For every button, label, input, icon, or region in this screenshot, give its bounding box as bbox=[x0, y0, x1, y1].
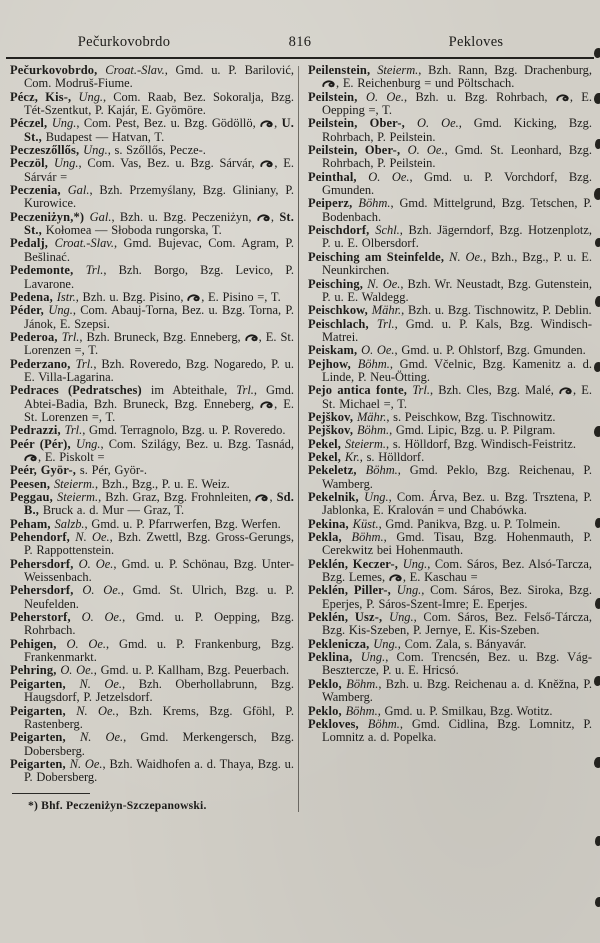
entry-region: Gal. bbox=[89, 209, 112, 224]
footnote-rule bbox=[12, 793, 90, 794]
gazetteer-entry bbox=[10, 758, 294, 785]
entry-headword: Pederzano, bbox=[10, 356, 76, 371]
scan-speck bbox=[595, 598, 600, 609]
gazetteer-entry bbox=[308, 278, 592, 305]
entry-text: , Com. Sáros, Bez. Siroka, Bzg. Eperjes, P. Sáros-Szent-Imre; E. Eperjes. bbox=[322, 583, 592, 611]
entry-region: Croat.-Slav. bbox=[105, 63, 165, 77]
entry-region: O. Oe. bbox=[366, 89, 405, 104]
entry-headword: Pehendorf, bbox=[10, 530, 76, 545]
entry-region: N. Oe. bbox=[69, 756, 103, 771]
entry-text: , Bzh. Jägerndorf, Bzg. Hotzenplotz, P. u. E. Olbersdorf. bbox=[322, 223, 592, 251]
entry-text: , Gmd. Tisau, Bzg. Hohenmauth, P. Cerekwitz bei Hohenmauth. bbox=[322, 530, 592, 558]
gazetteer-entry bbox=[10, 638, 294, 665]
entry-text: Budapest — Hatvan, T. bbox=[45, 129, 165, 144]
entry-headword: Pedrazzi, bbox=[10, 423, 65, 438]
entry-text: , Com. Abauj-Torna, Bez. u. Bzg. Torna, P. Jánok, E. Szepsi. bbox=[24, 303, 295, 331]
entry-text: , Bzh. Wr. Neustadt, Bzg. Gutenstein, P. u. E. Waldegg. bbox=[322, 276, 593, 304]
entry-region: Ung. bbox=[53, 156, 79, 171]
gazetteer-entry bbox=[308, 64, 592, 91]
right-column bbox=[308, 64, 592, 812]
entry-text: , Gmd. Terragnolo, Bzg. u. P. Roveredo. bbox=[82, 423, 286, 438]
page-header bbox=[0, 0, 600, 55]
gazetteer-entry bbox=[308, 451, 592, 464]
entry-region: Croat.-Slav. bbox=[54, 236, 115, 251]
gazetteer-entry bbox=[308, 384, 592, 411]
entry-headword: Peilenstein, bbox=[308, 63, 378, 77]
post-horn-icon bbox=[257, 213, 271, 222]
entry-text: , Gmd. Bujevac, Com. Agram, P. Bešlinać. bbox=[24, 236, 295, 264]
entry-region: Trl. bbox=[64, 423, 83, 438]
entry-region: N. Oe. bbox=[76, 703, 116, 718]
entry-text: , Gmd. u. P. Pfarrwerfen, Bzg. Werfen. bbox=[84, 516, 281, 531]
entry-headword: Peczöl, bbox=[10, 156, 54, 171]
entry-region: N. Oe. bbox=[367, 276, 401, 291]
gazetteer-entry bbox=[10, 478, 294, 491]
scan-speck bbox=[594, 757, 600, 768]
scan-speck bbox=[595, 897, 600, 907]
entry-region: Trl. bbox=[376, 316, 395, 331]
entry-headword: Peinthal, bbox=[308, 169, 369, 184]
entry-headword: Peigarten, bbox=[10, 730, 80, 745]
entry-headword: Peigarten, bbox=[10, 756, 70, 771]
entry-text: Bruck a. d. Mur — Graz, T. bbox=[42, 503, 185, 518]
entry-text: , E. Reichenburg = und Pöltschach. bbox=[336, 76, 515, 91]
entry-region: Ung. bbox=[373, 636, 398, 651]
gazetteer-entry bbox=[308, 611, 592, 638]
entry-region: Böhm. bbox=[356, 423, 390, 438]
entry-text: , Gmd. Včelnic, Bzg. Kamenitz a. d. Linde, P. Neu-Ötting. bbox=[322, 356, 592, 384]
entry-region: Böhm. bbox=[346, 676, 379, 691]
entry-text: , E. Sárvár = bbox=[24, 156, 294, 184]
entry-text: , bbox=[274, 116, 282, 131]
gazetteer-entry bbox=[10, 264, 294, 291]
entry-region: N. Oe. bbox=[80, 730, 124, 745]
entry-headword: Peklén, Piller-, bbox=[308, 583, 397, 598]
gazetteer-entry bbox=[10, 438, 294, 465]
gazetteer-entry bbox=[308, 438, 592, 451]
entry-text: , Gmd. u. P. Kallham, Bzg. Peuerbach. bbox=[93, 663, 290, 678]
entry-headword: U. St., bbox=[24, 116, 294, 144]
entry-region: O. Oe. bbox=[81, 610, 123, 625]
entry-text: Kołomea — Słoboda rungorska, T. bbox=[45, 223, 222, 238]
gazetteer-entry bbox=[308, 171, 592, 198]
entry-region: Trl. bbox=[236, 383, 254, 398]
footnote-text: *) Bhf. Peczeniżyn-Szczepanowski. bbox=[28, 798, 207, 812]
entry-text: , Com. Trencsén, Bez. u. Bzg. Vág-Besztercze, P. u. E. Hricsó. bbox=[322, 650, 592, 678]
entry-headword: Pejhow, bbox=[308, 356, 358, 371]
entry-headword: Peilstein, Ober-, bbox=[308, 143, 408, 158]
entry-headword: Peczeniżyn,*) bbox=[10, 209, 90, 224]
post-horn-icon bbox=[556, 93, 570, 102]
entry-headword: Péczel, bbox=[10, 116, 52, 131]
gazetteer-entry bbox=[308, 318, 592, 345]
entry-text: , Gmd. Merkengersch, Bzg. Dobersberg. bbox=[24, 730, 294, 758]
entry-region: Ung. bbox=[364, 490, 389, 504]
gazetteer-entry bbox=[10, 491, 294, 518]
entry-text: , Gmd. u. P. Vorchdorf, Bzg. Gmunden. bbox=[322, 169, 593, 198]
entry-region: Ung. bbox=[75, 436, 101, 451]
entry-text: , Bzh. Zwettl, Bzg. Gross-Gerungs, P. Rappottenstein. bbox=[24, 530, 294, 558]
entry-text: , Bzh. Oberhollabrunn, Bzg. Haugsdorf, P. Jetzelsdorf. bbox=[24, 676, 294, 705]
entry-region: Böhm. bbox=[351, 530, 384, 545]
gazetteer-entry bbox=[308, 144, 592, 171]
entry-text: , Bzh., Bzg., P. u. E. Weiz. bbox=[95, 476, 230, 491]
gazetteer-entry bbox=[10, 384, 294, 424]
entry-region: Böhm. bbox=[357, 356, 390, 371]
entry-region: Böhm. bbox=[367, 716, 400, 731]
entry-headword: Peigarten, bbox=[10, 676, 80, 691]
entry-text: , Gmd. St. Leonhard, Bzg. Rohrbach, P. Peilstein. bbox=[322, 143, 592, 171]
entry-text: , Bzh. Przemyślany, Bzg. Gliniany, P. Kurowice. bbox=[24, 183, 294, 211]
entry-text: , Com. Zala, s. Bányavár. bbox=[397, 636, 527, 651]
entry-headword: Pedalj, bbox=[10, 236, 55, 251]
entry-text: , Bzh. Cles, Bzg. Malé, bbox=[429, 383, 560, 398]
post-horn-icon bbox=[245, 333, 259, 342]
post-horn-icon bbox=[260, 400, 274, 409]
entry-headword: Pehigen, bbox=[10, 636, 67, 651]
entry-headword: Pekelnik, bbox=[308, 490, 365, 504]
gazetteer-entry bbox=[308, 464, 592, 491]
entry-headword: St. St., bbox=[24, 209, 294, 238]
gazetteer-entry bbox=[10, 91, 294, 118]
entry-region: Steierm. bbox=[53, 476, 96, 491]
footnote bbox=[10, 793, 294, 812]
page-number: 816 bbox=[288, 34, 312, 50]
entry-text: , Com. Sáros, Bez. Alsó-Tarcza, Bzg. Lemes, bbox=[322, 556, 592, 585]
entry-headword: Peiskam, bbox=[308, 343, 362, 358]
entry-text: , Gmd. Cidlina, Bzg. Lomnitz, P. Lomnitz a. d. Popelka. bbox=[322, 716, 592, 745]
entry-text: , Bzh. Rann, Bzg. Drachenburg, bbox=[418, 63, 592, 77]
entry-region: Ung. bbox=[396, 583, 422, 598]
entry-region: Ung. bbox=[48, 303, 73, 318]
entry-text: , E. Pisino =, T. bbox=[201, 289, 281, 304]
gazetteer-entry bbox=[308, 718, 592, 745]
scan-speck bbox=[595, 139, 600, 149]
entry-text: s. Pér, Györ-. bbox=[79, 463, 148, 478]
gazetteer-entry bbox=[10, 611, 294, 638]
entry-text: , Bzh., Bzg., P. u. E. Neunkirchen. bbox=[322, 249, 592, 278]
gazetteer-entry bbox=[10, 558, 294, 585]
entry-headword: Pekel, bbox=[308, 436, 345, 451]
gazetteer-entry bbox=[10, 584, 294, 611]
entry-headword: Pécz, Kis-, bbox=[10, 89, 79, 104]
entry-headword: Pedena, bbox=[10, 289, 57, 304]
entry-region: Ung. bbox=[389, 610, 414, 625]
entry-region: Ung. bbox=[78, 89, 104, 104]
post-horn-icon bbox=[260, 159, 274, 168]
entry-text: , Bzh. Waidhofen a. d. Thaya, Bzg. u. P. Dobersberg. bbox=[24, 756, 294, 785]
gazetteer-entry bbox=[308, 518, 592, 531]
entry-text: , Bzh. Bruneck, Bzg. Enneberg, bbox=[79, 329, 245, 344]
scan-speck bbox=[595, 296, 600, 307]
entry-region: Steierm. bbox=[344, 436, 386, 451]
entry-text: , E. Piskolt = bbox=[38, 449, 105, 464]
entry-text: , Bzh. u. Bzg. Peczeniżyn, bbox=[111, 209, 257, 224]
gazetteer-entry bbox=[308, 411, 592, 424]
entry-text: im Abteithale, bbox=[150, 383, 237, 398]
entry-region: Ung. bbox=[51, 116, 77, 131]
entry-headword: Pedemonte, bbox=[10, 263, 86, 278]
entry-region: N. Oe. bbox=[449, 249, 484, 264]
gazetteer-entry bbox=[10, 157, 294, 184]
entry-headword: Peczenia, bbox=[10, 183, 68, 198]
entry-headword: Peisching, bbox=[308, 276, 368, 291]
entry-headword: Pekla, bbox=[308, 530, 352, 545]
entry-text: , Bzh. u. Bzg. Pisino, bbox=[75, 289, 188, 304]
entry-region: O. Oe. bbox=[60, 663, 94, 678]
header-left-keyword: Pečurkovobrdo bbox=[77, 34, 171, 50]
gazetteer-entry bbox=[10, 184, 294, 211]
gazetteer-entry bbox=[10, 331, 294, 358]
entry-headword: Pejškov, bbox=[308, 423, 357, 438]
entry-headword: Peczeszőllős, bbox=[10, 143, 84, 158]
gazetteer-entry bbox=[308, 705, 592, 718]
entry-text: , Gmd. Kicking, Bzg. Rohrbach, P. Peilstein. bbox=[322, 116, 592, 144]
gazetteer-entry bbox=[10, 518, 294, 531]
entry-text: , E. St. Lorenzen =, T. bbox=[24, 396, 294, 424]
entry-region: Gal. bbox=[67, 183, 90, 198]
entry-region: Salzb. bbox=[54, 516, 85, 531]
scan-speck bbox=[594, 676, 600, 686]
entry-region: O. Oe. bbox=[66, 636, 107, 651]
entry-headword: Pečurkovobrdo, bbox=[10, 63, 106, 77]
entry-region: O. Oe. bbox=[361, 343, 395, 358]
entry-headword: Peischkow, bbox=[308, 303, 372, 318]
gazetteer-entry bbox=[10, 531, 294, 558]
gazetteer-entry bbox=[10, 358, 294, 385]
entry-headword: Peklén, Usz-, bbox=[308, 610, 390, 625]
entry-headword: Peklo, bbox=[308, 703, 346, 718]
gazetteer-entry bbox=[308, 638, 592, 651]
entry-headword: Peisching am Steinfelde, bbox=[308, 249, 450, 264]
entry-text: , Bzh. u. Bzg. Tischnowitz, P. Deblin. bbox=[401, 303, 592, 318]
entry-region: Böhm. bbox=[345, 703, 378, 718]
entry-text: , Gmd. u. P. Smilkau, Bzg. Wotitz. bbox=[377, 703, 553, 718]
gazetteer-entry bbox=[10, 731, 294, 758]
entry-headword: Peischlach, bbox=[308, 316, 377, 331]
entry-headword: Peér, Györ-, bbox=[10, 463, 80, 478]
entry-text: , Gmd. u. P. Schönau, Bzg. Unter-Weissenbach. bbox=[24, 556, 295, 585]
gazetteer-entry bbox=[308, 531, 592, 558]
entry-text: , Bzh. Borgo, Bzg. Levico, P. Lavarone. bbox=[24, 263, 294, 291]
entry-headword: Peklina, bbox=[308, 650, 361, 665]
entry-headword: Pekloves, bbox=[308, 716, 368, 731]
post-horn-icon bbox=[24, 453, 38, 462]
gazetteer-entry bbox=[10, 424, 294, 437]
entry-region: Kr. bbox=[344, 449, 360, 464]
entry-text: , bbox=[270, 209, 280, 224]
post-horn-icon bbox=[322, 79, 336, 88]
entry-text: , Com. Vas, Bez. u. Bzg. Sárvár, bbox=[78, 156, 261, 171]
entry-text: , Com. Raab, Bez. Sokoralja, Bzg. Tét-Szentkut, P. Kajár, E. Gyömöre. bbox=[24, 89, 294, 118]
text-columns bbox=[0, 59, 600, 812]
scan-speck bbox=[594, 188, 600, 200]
entry-region: Trl. bbox=[85, 263, 104, 278]
gazetteer-entry bbox=[308, 91, 592, 118]
gazetteer-entry bbox=[308, 224, 592, 251]
scan-speck bbox=[595, 238, 600, 247]
entry-text: , E. St. Michael =, T. bbox=[322, 383, 592, 411]
post-horn-icon bbox=[559, 386, 573, 395]
entry-headword: Pejškov, bbox=[308, 409, 357, 424]
gazetteer-entry bbox=[10, 144, 294, 157]
entry-text: , Gmd. u. P. Oepping, Bzg. Rohrbach. bbox=[24, 610, 295, 638]
entry-region: Steierm. bbox=[377, 63, 419, 77]
entry-text: , Bzh. u. Bzg. Rohrbach, bbox=[404, 89, 556, 104]
entry-headword: Péder, bbox=[10, 303, 49, 318]
entry-text: , E. Oepping =, T. bbox=[322, 89, 592, 118]
entry-region: Ung. bbox=[402, 556, 428, 571]
gazetteer-entry bbox=[308, 358, 592, 385]
entry-region: O. Oe. bbox=[417, 116, 459, 131]
column-divider bbox=[298, 66, 299, 812]
entry-text: , Com. Szilágy, Bez. u. Bzg. Tasnád, bbox=[100, 436, 295, 451]
gazetteer-entry bbox=[10, 464, 294, 477]
entry-headword: Peham, bbox=[10, 516, 55, 531]
entry-region: Küst. bbox=[352, 516, 379, 531]
entry-text: , s. Hölldorf, Bzg. Windisch-Feistritz. bbox=[386, 436, 576, 451]
entry-text: , Gmd. St. Ulrich, Bzg. u. P. Neufelden. bbox=[24, 583, 294, 611]
entry-region: Mähr. bbox=[371, 303, 402, 318]
scan-speck bbox=[594, 93, 600, 104]
entry-headword: Pedraces (Pedratsches) bbox=[10, 383, 151, 398]
header-right-keyword: Pekloves bbox=[448, 34, 504, 50]
gazetteer-entry bbox=[308, 197, 592, 224]
post-horn-icon bbox=[187, 293, 201, 302]
gazetteer-entry bbox=[308, 651, 592, 678]
entry-headword: Pehring, bbox=[10, 663, 61, 678]
entry-headword: Pekina, bbox=[308, 516, 353, 531]
gazetteer-entry bbox=[308, 304, 592, 317]
entry-text: , s. Hölldorf. bbox=[359, 449, 425, 464]
left-column bbox=[10, 64, 294, 812]
entry-text: , Bzh. Roveredo, Bzg. Nogaredo, P. u. E. Villa-Lagarina. bbox=[24, 356, 294, 384]
entry-region: N. Oe. bbox=[75, 530, 110, 545]
entry-region: O. Oe. bbox=[368, 169, 410, 184]
entry-text: , Gmd. u. P. Kals, Bzg. Windisch-Matrei. bbox=[322, 316, 592, 344]
entry-headword: Peigarten, bbox=[10, 703, 77, 718]
entry-region: Ung. bbox=[83, 143, 108, 158]
entry-text: , Gmd. Lipic, Bzg. u. P. Pilgram. bbox=[389, 423, 556, 438]
gazetteer-entry bbox=[308, 678, 592, 705]
entry-region: Böhm. bbox=[358, 196, 391, 211]
entry-headword: Pekel, bbox=[308, 449, 345, 464]
post-horn-icon bbox=[260, 119, 274, 128]
entry-headword: Peiperz, bbox=[308, 196, 359, 211]
entry-headword: Peesen, bbox=[10, 476, 54, 491]
entry-text: , E. St. Lorenzen =, T. bbox=[24, 329, 294, 358]
scan-speck bbox=[595, 518, 600, 528]
entry-text: , Gmd. u. P. Ohlstorf, Bzg. Gmunden. bbox=[394, 343, 586, 358]
entry-text: , bbox=[269, 490, 277, 504]
post-horn-icon bbox=[389, 573, 403, 582]
entry-text: , Gmd. u. P. Barilović, Com. Modruš-Fiume. bbox=[24, 63, 294, 91]
gazetteer-entry bbox=[10, 705, 294, 732]
entry-headword: Peklén, Keczer-, bbox=[308, 556, 403, 571]
entry-headword: Peklenicza, bbox=[308, 636, 374, 651]
entry-headword: Pehersdorf, bbox=[10, 583, 83, 598]
entry-text: , Gmd. Mittelgrund, Bzg. Tetschen, P. Bodenbach. bbox=[322, 196, 592, 224]
entry-headword: Pejo antica fonte, bbox=[308, 383, 413, 398]
entry-region: Böhm. bbox=[365, 463, 398, 478]
entry-headword: Peilstein, bbox=[308, 89, 366, 104]
entry-text: , Bzh. u. Bzg. Reichenau a. d. Kněžna, P. Wamberg. bbox=[322, 676, 592, 705]
gazetteer-entry bbox=[308, 251, 592, 278]
entry-text: , s. Peischkow, Bzg. Tischnowitz. bbox=[386, 409, 556, 424]
entry-region: O. Oe. bbox=[407, 143, 445, 158]
gazetteer-entry bbox=[10, 237, 294, 264]
entry-text: , Gmd. Peklo, Bzg. Reichenau, P. Wamberg. bbox=[322, 463, 592, 491]
entry-text: , Gmd. Panikva, Bzg. u. P. Tolmein. bbox=[378, 516, 561, 531]
entry-text: , Com. Árva, Bez. u. Bzg. Trsztena, P. Jablonka, E. Kralován = und Chabówka. bbox=[322, 490, 593, 518]
gazetteer-entry bbox=[10, 117, 294, 144]
gazetteer-entry bbox=[308, 491, 592, 518]
entry-text: , Com. Pest, Bez. u. Bzg. Gödöllö, bbox=[76, 116, 261, 131]
gazetteer-entry bbox=[308, 424, 592, 437]
entry-text: , Bzh. Krems, Bzg. Gföhl, P. Rastenberg. bbox=[24, 703, 294, 731]
entry-region: Trl. bbox=[75, 356, 94, 371]
entry-text: , Bzh. Graz, Bzg. Frohnleiten, bbox=[98, 490, 256, 504]
gazetteer-entry bbox=[10, 64, 294, 91]
entry-region: Mähr. bbox=[356, 409, 387, 424]
entry-headword: Peilstein, Ober-, bbox=[308, 116, 418, 131]
entry-region: Istr. bbox=[56, 289, 76, 304]
entry-region: Trl. bbox=[61, 329, 80, 344]
entry-region: O. Oe. bbox=[78, 556, 114, 571]
entry-headword: Pekeletz, bbox=[308, 463, 366, 478]
gazetteer-entry bbox=[10, 678, 294, 705]
scan-speck bbox=[594, 48, 600, 58]
scan-speck bbox=[594, 426, 600, 437]
post-horn-icon bbox=[255, 493, 269, 502]
entry-headword: Pederoa, bbox=[10, 329, 62, 344]
entry-headword: Peherstorf, bbox=[10, 610, 82, 625]
entry-text: , Gmd. u. P. Frankenburg, Bzg. Frankenmarkt. bbox=[24, 636, 294, 665]
gazetteer-entry bbox=[10, 291, 294, 304]
entry-headword: Peér (Pér), bbox=[10, 436, 76, 451]
scan-speck bbox=[594, 362, 600, 372]
entry-region: O. Oe. bbox=[82, 583, 121, 598]
gazetteer-entry bbox=[308, 117, 592, 144]
entry-region: Schl. bbox=[375, 223, 400, 238]
entry-region: Ung. bbox=[360, 650, 386, 665]
gazetteer-entry bbox=[10, 304, 294, 331]
entry-headword: Peklo, bbox=[308, 676, 347, 691]
entry-text: , s. Szőllős, Pecze-. bbox=[107, 143, 206, 158]
entry-text: , E. Kaschau = bbox=[402, 570, 478, 585]
entry-headword: Pehersdorf, bbox=[10, 556, 79, 571]
gazetteer-entry bbox=[308, 584, 592, 611]
entry-text: , Com. Sáros, Bez. Felső-Tárcza, Bzg. Kis-Szeben, P. Jernye, E. Kis-Szeben. bbox=[322, 610, 592, 638]
entry-region: Trl. bbox=[412, 383, 430, 398]
gazetteer-entry bbox=[10, 211, 294, 238]
gazetteer-entry bbox=[308, 344, 592, 357]
entry-headword: Peischdorf, bbox=[308, 223, 376, 238]
gazetteer-entry bbox=[308, 558, 592, 585]
scan-speck bbox=[595, 836, 600, 846]
entry-headword: Peggau, bbox=[10, 490, 58, 504]
entry-region: Steierm. bbox=[57, 490, 99, 504]
entry-region: N. Oe. bbox=[79, 676, 123, 691]
gazetteer-entry bbox=[10, 664, 294, 677]
entry-headword: Sd. B., bbox=[24, 490, 295, 518]
entry-text: , Gmd. Abtei-Badia, Bzh. Bruneck, Bzg. Enneberg, bbox=[24, 383, 294, 411]
left-column-entries bbox=[10, 64, 294, 785]
